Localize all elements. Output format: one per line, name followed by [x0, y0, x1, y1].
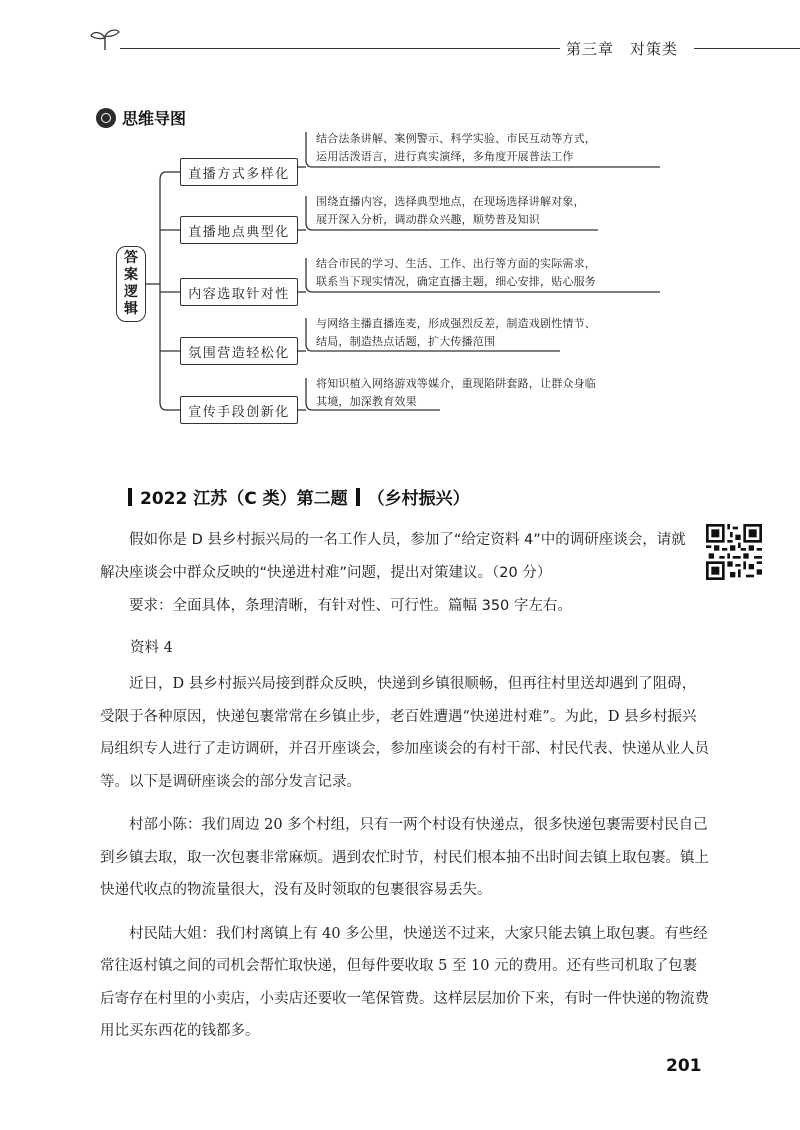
description-line: 结局，制造热点话题，扩大传播范围 [316, 335, 496, 348]
root-char: 答 [124, 250, 138, 266]
description-line: 围绕直播内容，选择典型地点，在现场选择讲解对象， [316, 195, 585, 208]
heading-bar [356, 488, 360, 506]
heading-bar [128, 488, 132, 506]
material-paragraph: 村部小陈：我们周边 20 多个村组，只有一两个村设有快递点，很多快递包裹需要村民自己到乡镇去取，取一次包裹非常麻烦。遇到农忙时节，村民们根本抽不出时间去镇上取包裹。镇上快递代收点的物流量很大，没有及时领取的包裹很容易丢失。 [100, 817, 709, 898]
branch-box: 宣传手段创新化 [180, 396, 298, 424]
description-line: 结合市民的学习、生活、工作、出行等方面的实际需求， [316, 257, 596, 270]
qr-code-icon[interactable] [706, 524, 762, 580]
root-char: 逻 [124, 284, 138, 300]
question-requirement-block [100, 590, 700, 623]
description-line: 将知识植入网络游戏等媒介，重现陷阱套路，让群众身临 [316, 377, 596, 390]
description-line: 其境，加深教育效果 [316, 395, 417, 408]
page-number: 201 [666, 1056, 702, 1076]
question-prompt: 假如你是 D 县乡村振兴局的一名工作人员，参加了“给定资料 4”中的调研座谈会，请就解决座谈会中群众反映的“快递进村难”问题，提出对策建议。（20 分） [100, 532, 686, 581]
chapter-title: 第三章 对策类 [566, 40, 679, 58]
branch-description [316, 315, 668, 351]
branch-description [316, 375, 668, 411]
description-line: 结合法条讲解、案例警示、科学实验、市民互动等方式， [316, 132, 596, 145]
description-line: 联系当下现实情况，确定直播主题，细心安排，贴心服务 [316, 275, 596, 288]
question-tag: （乡村振兴） [367, 489, 470, 509]
question-prompt-block [100, 524, 700, 590]
branch-box: 内容选取针对性 [180, 278, 298, 306]
mindmap-root [116, 246, 146, 322]
branch-description [316, 193, 668, 229]
description-line: 运用活泼语言，进行真实演绎，多角度开展普法工作 [316, 150, 574, 163]
material-body [100, 668, 710, 1059]
material-paragraph: 近日，D 县乡村振兴局接到群众反映，快递到乡镇很顺畅，但再往村里送却遇到了阻碍，受限于各种原因，快递包裹常常在乡镇止步，老百姓遭遇“快递进村难”。为此，D 县乡村振兴局组织专人进行了走访调研，并召开座谈会，参加座谈会的有村干部、村民代表、快递从业人员等。以下是调研座谈会的部分发言记录。 [100, 676, 709, 790]
branch-description [316, 255, 668, 291]
material-label: 资料 4 [130, 640, 173, 656]
description-line: 展开深入分析，调动群众兴趣，顺势普及知识 [316, 213, 540, 226]
branch-description [316, 130, 668, 166]
material-paragraph: 村民陆大姐：我们村离镇上有 40 多公里，快递送不过来，大家只能去镇上取包裹。有些经常往返村镇之间的司机会帮忙取快递，但每件要收取 5 至 10 元的费用。还有些司机取了包裹后寄存在村里的小卖店，小卖店还要收一笔保管费。这样层层加价下来，有时一件快递的物流费用比买东西花的钱都多。 [100, 925, 709, 1039]
branch-box: 氛围营造轻松化 [180, 337, 298, 365]
branch-box: 直播地点典型化 [180, 216, 298, 244]
branch-box: 直播方式多样化 [180, 158, 298, 186]
mindmap-title: 思维导图 [122, 109, 187, 128]
root-char: 辑 [124, 301, 138, 317]
question-title: 2022 江苏（C 类）第二题 [140, 489, 348, 509]
question-requirement: 要求：全面具体，条理清晰，有针对性、可行性。篇幅 350 字左右。 [129, 598, 572, 614]
description-line: 与网络主播直播连麦，形成强烈反差，制造戏剧性情节、 [316, 317, 596, 330]
root-char: 案 [124, 267, 138, 283]
question-heading [128, 484, 470, 509]
